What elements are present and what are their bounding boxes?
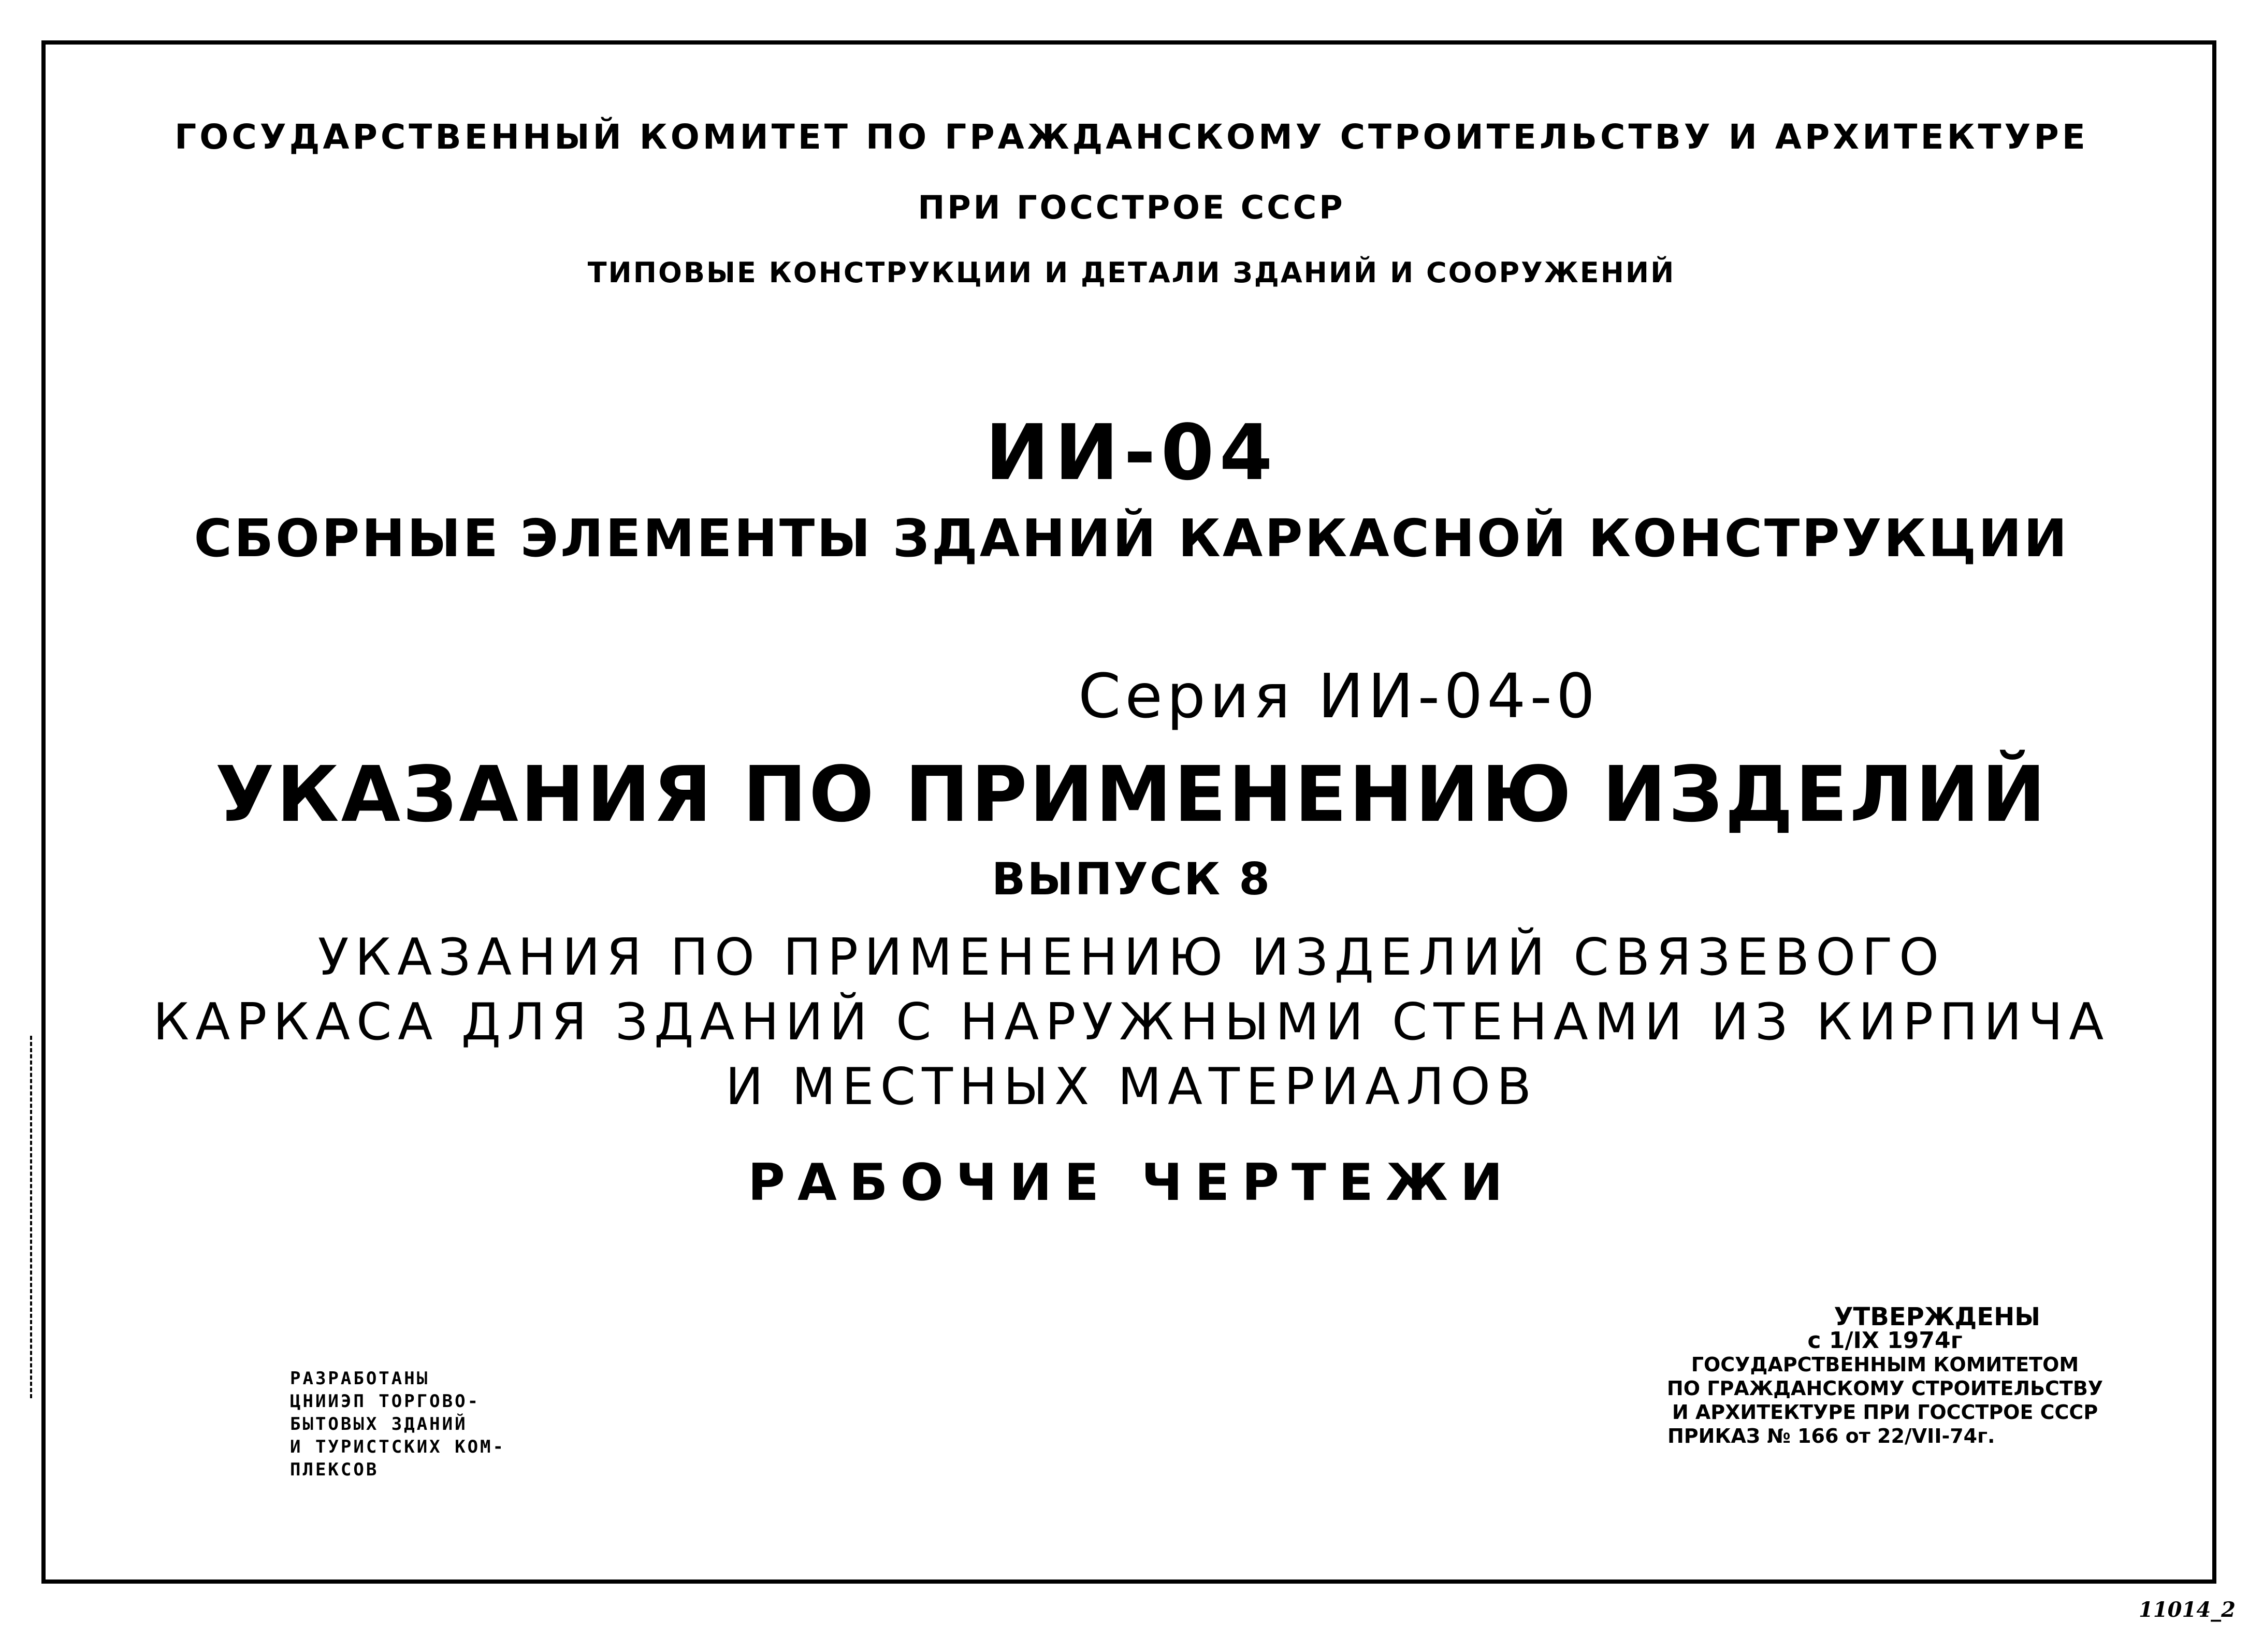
approval-line: ГОСУДАРСТВЕННЫМ КОМИТЕТОМ xyxy=(1691,1353,2079,1376)
developer-line: РАЗРАБОТАНЫ xyxy=(290,1368,430,1389)
parent-organization: ПРИ ГОССТРОЕ СССР xyxy=(918,189,1345,226)
description-line-1: УКАЗАНИЯ ПО ПРИМЕНЕНИЮ ИЗДЕЛИЙ СВЯЗЕВОГО xyxy=(317,928,1946,987)
developer-line: ПЛЕКСОВ xyxy=(290,1459,379,1480)
approval-order: ПРИКАЗ № 166 от 22/VII-74г. xyxy=(1667,1425,1995,1447)
sheet-number: 11014_2 xyxy=(2139,1598,2236,1622)
developer-line: ЦНИИЭП ТОРГОВО- xyxy=(290,1391,481,1412)
catalog-subject: СБОРНЫЕ ЭЛЕМЕНТЫ ЗДАНИЙ КАРКАСНОЙ КОНСТРУКЦИИ xyxy=(194,508,2069,569)
volume-title: УКАЗАНИЯ ПО ПРИМЕНЕНИЮ ИЗДЕЛИЙ xyxy=(215,750,2048,839)
description-line-3: И МЕСТНЫХ МАТЕРИАЛОВ xyxy=(725,1057,1538,1117)
approval-date: с 1/IX 1974г xyxy=(1807,1327,1963,1354)
developer-block xyxy=(290,1367,559,1481)
document-stage: РАБОЧИЕ ЧЕРТЕЖИ xyxy=(748,1153,1515,1212)
approval-line: ПО ГРАЖДАНСКОМУ СТРОИТЕЛЬСТВУ xyxy=(1666,1377,2104,1400)
developer-line: И ТУРИСТСКИХ КОМ- xyxy=(290,1437,505,1457)
approval-heading: УТВЕРЖДЕНЫ xyxy=(1834,1302,2040,1331)
approval-block xyxy=(1657,1302,2113,1448)
series-label: Серия ИИ-04-0 xyxy=(1078,660,1599,732)
approval-line: И АРХИТЕКТУРЕ ПРИ ГОССТРОЕ СССР xyxy=(1672,1401,2098,1424)
description-line-2: КАРКАСА ДЛЯ ЗДАНИЙ С НАРУЖНЫМИ СТЕНАМИ ИЗ КИРПИЧА xyxy=(153,993,2110,1052)
developer-line: БЫТОВЫХ ЗДАНИЙ xyxy=(290,1414,468,1434)
catalog-name: ТИПОВЫЕ КОНСТРУКЦИИ И ДЕТАЛИ ЗДАНИЙ И СООРУЖЕНИЙ xyxy=(587,256,1676,289)
issue-number: ВЫПУСК 8 xyxy=(991,853,1272,905)
catalog-code: ИИ-04 xyxy=(985,408,1278,497)
agency-name: ГОСУДАРСТВЕННЫЙ КОМИТЕТ ПО ГРАЖДАНСКОМУ СТРОИТЕЛЬСТВУ И АРХИТЕКТУРЕ xyxy=(175,117,2088,157)
